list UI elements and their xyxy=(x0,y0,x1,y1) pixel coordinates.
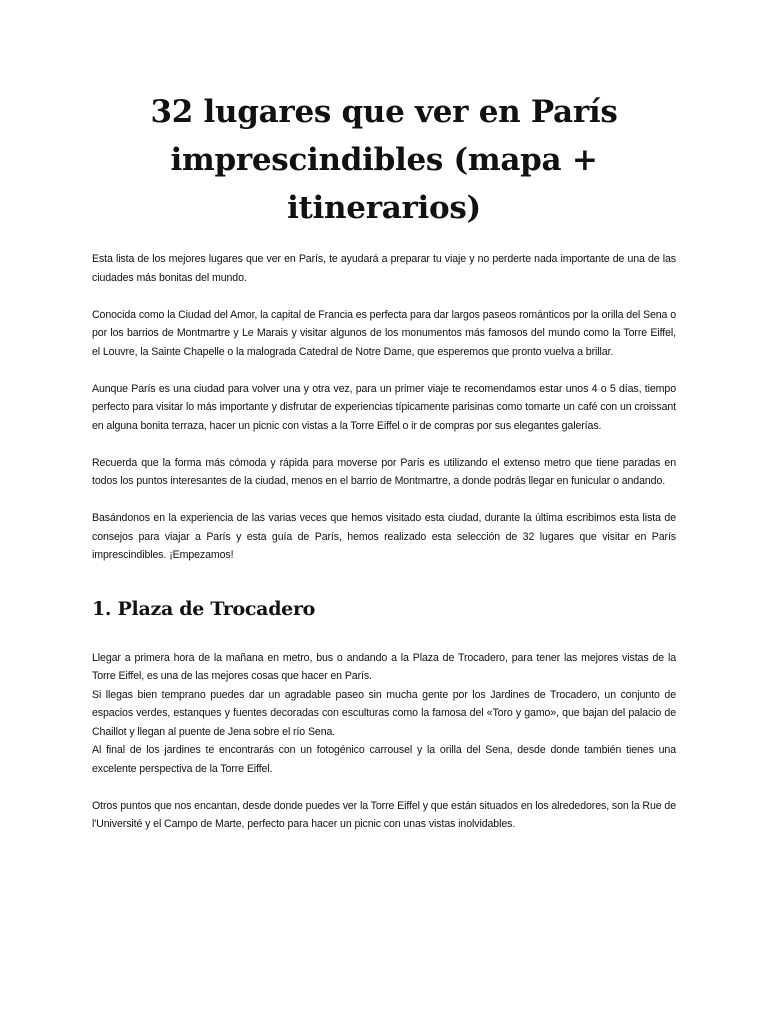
intro-paragraph-1: Esta lista de los mejores lugares que ver en París, te ayudará a preparar tu viaje y no perderte nada importante de una de las ciudades más bonitas del mundo. xyxy=(92,253,676,284)
paragraph-spacer xyxy=(92,778,676,797)
intro-paragraph-5: Basándonos en la experiencia de las varias veces que hemos visitado esta ciudad, durante la última escribimos esta lista de consejos para viajar a París y esta guía de París, hemos realizado esta selección de 32 lugares que visitar en París imprescindibles. ¡Empezamos! xyxy=(92,512,676,561)
section-heading: 1. Plaza de Trocadero xyxy=(92,597,316,620)
section-paragraph-4: Otros puntos que nos encantan, desde donde puedes ver la Torre Eiffel y que están situados en los alrededores, son la Rue de l'Université y el Campo de Marte, perfecto para hacer un picnic con unas vistas inolvidables. xyxy=(92,799,676,830)
title-line-2: imprescindibles (mapa + itinerarios) xyxy=(170,142,598,226)
title-line-1: 32 lugares que ver en París xyxy=(150,94,618,130)
section-paragraph-1: Llegar a primera hora de la mañana en metro, bus o andando a la Plaza de Trocadero, para tener las mejores vistas de la Torre Eiffel, es una de las mejores cosas que hacer en París. xyxy=(92,651,676,682)
section-paragraph-2: Si llegas bien temprano puedes dar un agradable paseo sin mucha gente por los Jardines de Trocadero, un conjunto de espacios verdes, estanques y fuentes decoradas con esculturas como la famosa del «Toro y gamo», que bajan del palacio de Chaillot y llegan al puente de Jena sobre el río Sena. xyxy=(92,688,676,738)
intro-paragraph-3: Aunque París es una ciudad para volver una y otra vez, para un primer viaje te recomendamos estar unos 4 o 5 días, tiempo perfecto para visitar lo más importante y disfrutar de experiencias típicamente parisinas como tomarte un café con un croissant en alguna bonita terraza, hacer un picnic con vistas a la Torre Eiffel o ir de compras por sus elegantes galerías. xyxy=(92,382,676,432)
section-paragraph-3: Al final de los jardines te encontrarás con un fotogénico carrousel y la orilla del Sena, desde donde también tienes una excelente perspectiva de la Torre Eiffel. xyxy=(92,744,676,775)
page-title xyxy=(92,88,676,232)
intro-paragraph-2: Conocida como la Ciudad del Amor, la capital de Francia es perfecta para dar largos paseos románticos por la orilla del Sena o por los barrios de Montmartre y Le Marais y visitar algunos de los monumentos más famosos del mundo como la Torre Eiffel, el Louvre, la Sainte Chapelle o la malograda Catedral de Notre Dame, que esperemos que pronto vuelva a brillar. xyxy=(92,308,676,358)
intro-paragraph-4: Recuerda que la forma más cómoda y rápida para moverse por París es utilizando el extenso metro que tiene paradas en todos los puntos interesantes de la ciudad, menos en el barrio de Montmartre, a donde podrás llegar en funicular o andando. xyxy=(92,456,676,487)
